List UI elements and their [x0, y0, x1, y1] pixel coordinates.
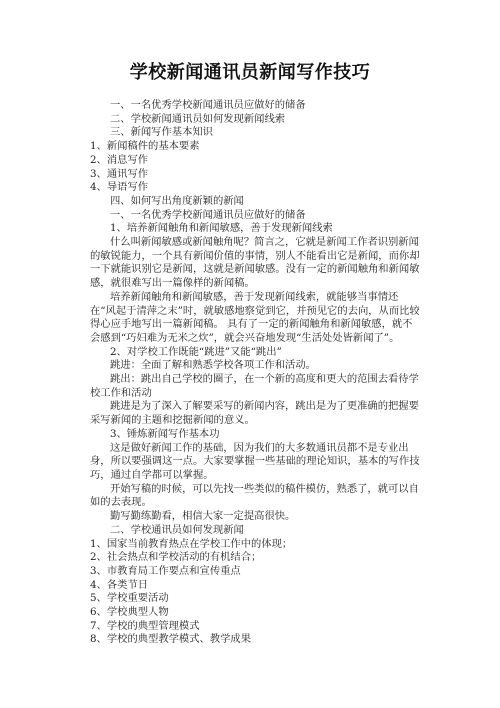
paragraph: 3、市教育局工作要点和宣传重点: [90, 564, 241, 577]
paragraph: 7、学校的典型管理模式: [90, 619, 200, 632]
paragraph: 3、锤炼新闻写作基本功: [110, 427, 220, 440]
paragraph: 二、学校通讯员如何发现新闻: [110, 523, 244, 536]
document-title: 学校新闻通讯员新闻写作技巧: [129, 62, 371, 83]
paragraph: 跳出：跳出自己学校的圈子，在一个新的高度和更大的范围去看待学校工作和活动: [90, 373, 419, 399]
paragraph: 这是做好新闻工作的基础，因为我们的大多数通讯员都不是专业出身，所以要强调这一点。大家要掌握一些基础的理论知识，基本的写作技巧，通过自学都可以掌握。: [90, 441, 420, 481]
paragraph: 三、新闻写作基本知识: [110, 126, 213, 139]
paragraph: 1、国家当前教育热点在学校工作中的体现；: [90, 537, 293, 550]
paragraph: 开始写稿的时候，可以先找一些类似的稿件模仿，熟悉了，就可以自如的去表现。: [90, 482, 419, 509]
paragraph: 二、学校新闻通讯员如何发现新闻线索: [110, 112, 286, 125]
paragraph: 6、学校典型人物: [90, 606, 169, 619]
paragraph: 培养新闻触角和新闻敏感，善于发现新闻线索，就能够当事情还在“风起于清萍之末”时，就敏感地察觉到它，并预见它的去向，从而比较得心应手地写出一篇新闻稿。 具有了一定的新闻触角和新闻敏感，就不会感到“巧妇难为无米之炊”，就会兴奋地发现“生活处处皆新闻了”。: [90, 290, 420, 344]
paragraph: 1、培养新闻触角和新闻敏感，善于发现新闻线索: [110, 222, 333, 235]
paragraph: 一、一名优秀学校新闻通讯员应做好的储备: [110, 99, 306, 111]
paragraph: 8、学校的典型教学模式、教学成果: [90, 633, 252, 646]
paragraph: 4、各类节日: [90, 578, 149, 591]
paragraph: 勤写勤练勤看，相信大家一定提高很快。: [110, 510, 296, 523]
paragraph: 一、一名优秀学校新闻通讯员应做好的储备: [110, 208, 306, 221]
paragraph: 什么叫新闻敏感或新闻触角呢？简言之，它就是新闻工作者识别新闻的敏锐能力，一个具有新闻价值的事情，别人不能看出它是新闻，而你却一下就能识别它是新闻，这就是新闻敏感。没有一定的新闻触角和新闻敏感，就很难写出一篇像样的新闻稿。: [90, 236, 420, 290]
paragraph: 2、消息写作: [90, 153, 149, 166]
paragraph: 四、如何写出角度新颖的新闻: [110, 194, 244, 207]
paragraph: 4、导语写作: [90, 181, 149, 194]
paragraph: 2、社会热点和学校活动的有机结合；: [90, 551, 262, 564]
paragraph: 2、对学校工作既能“跳进”又能“跳出”: [110, 345, 282, 358]
paragraph: 1、新闻稿件的基本要素: [90, 140, 200, 153]
paragraph: 跳进：全面了解和熟悉学校各项工作和活动。: [110, 359, 316, 372]
document-body: [90, 99, 422, 647]
paragraph: 跳进是为了深入了解要采写的新闻内容，跳出是为了更准确的把握要采写新闻的主题和挖掘新闻的意义。: [90, 400, 419, 427]
paragraph: 3、通讯写作: [90, 167, 149, 180]
paragraph: 5、学校重要活动: [90, 592, 169, 605]
